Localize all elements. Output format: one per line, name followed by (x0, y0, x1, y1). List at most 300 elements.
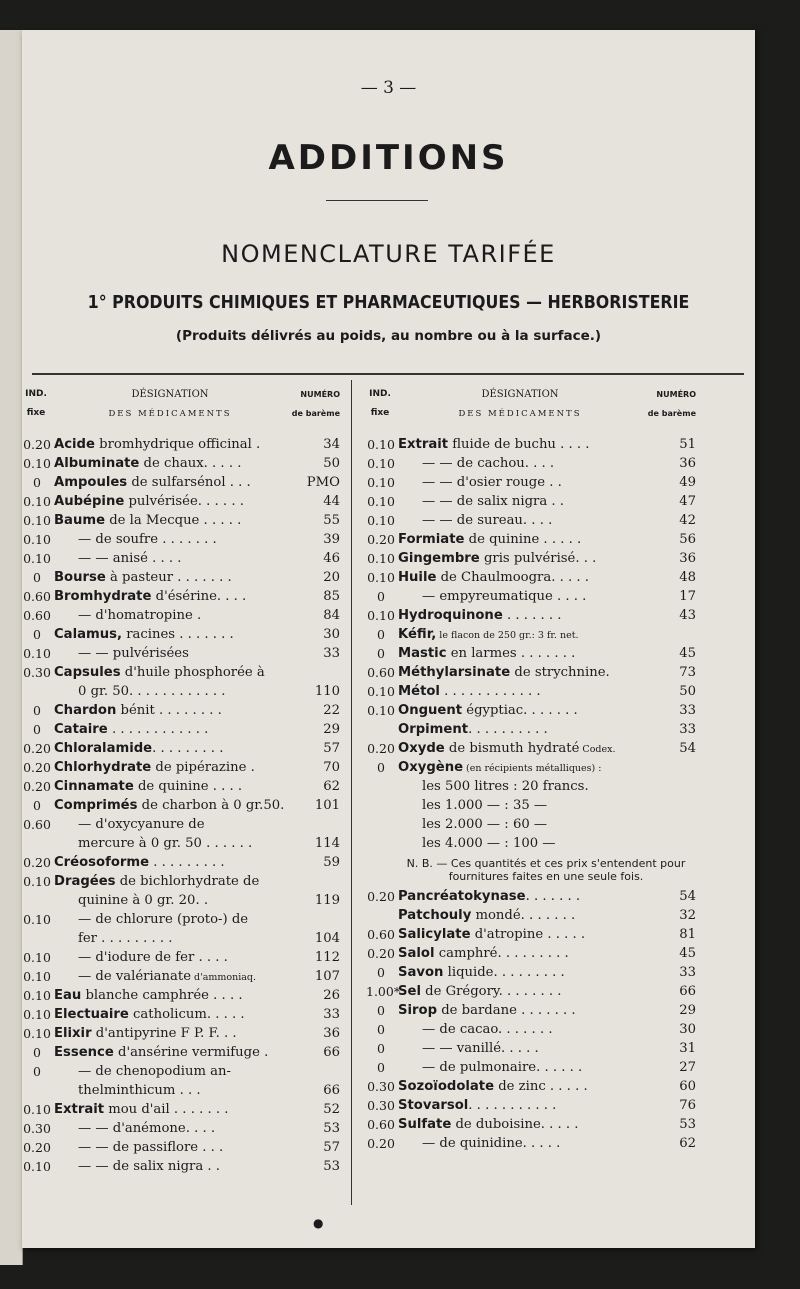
table-row (366, 1134, 696, 1153)
table-row (366, 625, 696, 644)
table-row (366, 925, 696, 944)
bareme-number: 66 (323, 1045, 340, 1060)
bareme-number: 17 (679, 589, 696, 604)
designation-text: — d'iodure de fer . . . . (78, 950, 228, 965)
bareme-number: 62 (679, 1136, 696, 1151)
designation-text: bromhydrique officinal . (94, 437, 261, 452)
designation-text: bénit . . . . . . . . (116, 703, 222, 718)
designation-text: de Grégory. . . . . . . . (420, 984, 562, 999)
price-cell: 0.10 (23, 950, 51, 965)
bareme-number: 57 (323, 741, 340, 756)
designation-text: de quinine . . . . (133, 779, 243, 794)
designation-cell (398, 758, 696, 778)
bareme-number: 36 (323, 1026, 340, 1041)
designation-cell (398, 587, 696, 606)
designation-cell (398, 777, 696, 796)
medication-name: Méthylarsinate (398, 665, 511, 680)
bareme-number: 33 (679, 703, 696, 718)
price-cell: 0 (33, 1064, 41, 1079)
medication-name: Salol (398, 946, 435, 961)
bareme-number: 101 (314, 798, 340, 813)
designation-cell (54, 1157, 340, 1176)
designation-cell (398, 815, 696, 834)
designation-text: les 2.000 — : 60 — (422, 817, 548, 832)
price-cell: 0.10 (23, 494, 51, 509)
designation-cell (398, 982, 696, 1001)
medication-name: Patchouly (398, 908, 472, 923)
designation-text: fluide de buchu . . . . (448, 437, 590, 452)
bareme-number: 20 (323, 570, 340, 585)
price-cell: 0 (377, 1060, 385, 1075)
designation-text: — — vanillé. . . . . (422, 1041, 539, 1056)
table-row (22, 454, 340, 473)
bareme-number: 85 (323, 589, 340, 604)
designation-cell (54, 625, 340, 644)
table-row (366, 568, 696, 587)
bareme-number: 34 (323, 437, 340, 452)
designation-cell (54, 948, 340, 967)
designation-text: — de pulmonaire. . . . . . (422, 1060, 583, 1075)
medication-name: Gingembre (398, 551, 480, 566)
table-row (366, 587, 696, 606)
small-note: (en récipients métalliques) : (463, 763, 602, 774)
designation-text: les 500 litres : 20 francs. (422, 779, 589, 794)
price-cell: 0.20 (23, 779, 51, 794)
table-row (22, 511, 340, 530)
designation-text: les 1.000 — : 35 — (422, 798, 548, 813)
section-note: (Produits délivrés au poids, au nombre ou à la surface.) (175, 328, 602, 344)
price-cell: 0.10 (23, 1026, 51, 1041)
table-row (22, 891, 340, 910)
designation-cell (398, 511, 696, 530)
price-cell: 0.10 (23, 1159, 51, 1174)
bareme-number: 54 (679, 889, 696, 904)
price-cell: 0.10 (23, 456, 51, 471)
designation-text: de bardane . . . . . . . (437, 1003, 576, 1018)
title-rule (326, 200, 428, 201)
designation-cell (54, 511, 340, 530)
table-row (366, 435, 696, 454)
designation-text: — — anisé . . . . (78, 551, 182, 566)
designation-text: . . . . . . . . . . . . (439, 684, 541, 699)
price-cell: 0.10 (23, 912, 51, 927)
table-row (22, 986, 340, 1005)
medication-name: Salicylate (398, 927, 471, 942)
designation-cell (54, 986, 340, 1005)
designation-cell (398, 1001, 696, 1020)
medication-name: Kéfir, (398, 627, 437, 642)
designation-text: . . . . . . . . . (149, 855, 225, 870)
designation-cell (54, 1119, 340, 1138)
price-cell: 0 (33, 627, 41, 642)
designation-text: . . . . . . . . . . (468, 722, 548, 737)
bareme-number: 47 (679, 494, 696, 509)
designation-text: en larmes . . . . . . . (446, 646, 576, 661)
designation-text: de strychnine. (510, 665, 610, 680)
medication-name: Ampoules (54, 475, 128, 490)
bareme-number: 32 (679, 908, 696, 923)
bareme-number: 119 (314, 893, 340, 908)
designation-text: de sulfarsénol . . . (127, 475, 251, 490)
price-cell: 0.60 (23, 589, 51, 604)
medication-name: Mastic (398, 646, 447, 661)
price-cell: 0.10 (367, 551, 395, 566)
price-cell: 0.20 (23, 1140, 51, 1155)
table-row (22, 1119, 340, 1138)
designation-cell (54, 682, 340, 701)
right-column (366, 385, 696, 1153)
designation-cell (398, 435, 696, 454)
table-row (366, 511, 696, 530)
medication-name: Pancréatokynase (398, 889, 526, 904)
designation-cell (398, 1115, 696, 1134)
bareme-number: 66 (323, 1083, 340, 1098)
price-cell: 0.10 (367, 437, 395, 452)
table-row (22, 1138, 340, 1157)
bareme-number: 36 (679, 551, 696, 566)
designation-cell (398, 1077, 696, 1096)
table-row (22, 872, 340, 891)
medication-name: Créosoforme (54, 855, 150, 870)
medication-name: Sel (398, 984, 421, 999)
designation-cell (398, 796, 696, 815)
designation-cell (398, 473, 696, 492)
right-rows (366, 435, 696, 853)
table-row (366, 982, 696, 1001)
bareme-number: 46 (323, 551, 340, 566)
designation-text: de la Mecque . . . . . (105, 513, 242, 528)
designation-text: . . . . . . . . . . . (468, 1098, 557, 1113)
price-cell: 0 (377, 1003, 385, 1018)
table-row (22, 1062, 340, 1081)
designation-cell (54, 530, 340, 549)
bareme-number: 30 (679, 1022, 696, 1037)
price-cell: 0 (33, 722, 41, 737)
designation-cell (398, 644, 696, 663)
medication-name: Onguent (398, 703, 463, 718)
price-cell: 0 (377, 1022, 385, 1037)
designation-cell (398, 568, 696, 587)
bareme-number: 76 (679, 1098, 696, 1113)
bareme-number: 49 (679, 475, 696, 490)
designation-cell (398, 963, 696, 982)
bareme-number: 33 (679, 965, 696, 980)
right-column-header (366, 385, 696, 435)
bareme-number: 81 (679, 927, 696, 942)
designation-text: — — de salix nigra . . (78, 1159, 220, 1174)
designation-text: catholicum. . . . . (128, 1007, 245, 1022)
bareme-number: 114 (314, 836, 340, 851)
designation-header: DÉSIGNATION DES MÉDICAMENTS (108, 389, 232, 419)
medication-name: Sulfate (398, 1117, 452, 1132)
table-row (22, 568, 340, 587)
medication-name: Baume (54, 513, 106, 528)
designation-cell (398, 925, 696, 944)
designation-text: . . . . . . . (525, 889, 581, 904)
designation-text: fer . . . . . . . . . (78, 931, 173, 946)
designation-cell (398, 906, 696, 925)
price-cell: 0.30 (367, 1079, 395, 1094)
price-cell: 0.10 (367, 494, 395, 509)
designation-cell (54, 891, 340, 910)
price-cell: 0.20 (23, 437, 51, 452)
designation-text: mou d'ail . . . . . . . (104, 1102, 229, 1117)
bareme-number: 73 (679, 665, 696, 680)
left-rows (22, 435, 340, 1176)
table-row (366, 777, 696, 796)
table-row (22, 587, 340, 606)
bareme-number: 33 (323, 646, 340, 661)
price-cell: 0.10 (23, 969, 51, 984)
designation-text: — de chlorure (proto-) de (78, 912, 249, 927)
bareme-number: 57 (323, 1140, 340, 1155)
designation-cell (398, 1096, 696, 1115)
bareme-number: 31 (679, 1041, 696, 1056)
medication-name: Essence (54, 1045, 114, 1060)
table-row (22, 834, 340, 853)
table-row (22, 435, 340, 454)
designation-cell (54, 492, 340, 511)
table-row (22, 967, 340, 986)
medication-name: Extrait (398, 437, 449, 452)
designation-text: à pasteur . . . . . . . (105, 570, 232, 585)
designation-cell (398, 887, 696, 906)
designation-cell (54, 872, 340, 891)
price-cell: 0.60 (367, 1117, 395, 1132)
price-cell: 0.10 (23, 513, 51, 528)
price-cell: 0.10 (367, 456, 395, 471)
bareme-number: 56 (679, 532, 696, 547)
designation-cell (398, 944, 696, 963)
price-cell: 0.10 (23, 551, 51, 566)
table-row (366, 1058, 696, 1077)
designation-text: camphré. . . . . . . . . (434, 946, 569, 961)
medication-name: Comprimés (54, 798, 138, 813)
designation-cell (398, 625, 696, 645)
designation-text: pulvérisée. . . . . . (124, 494, 244, 509)
table-row (22, 777, 340, 796)
designation-cell (54, 568, 340, 587)
designation-text: — — de cachou. . . . (422, 456, 555, 471)
right-rows-continued (366, 887, 696, 1153)
bareme-number: 44 (323, 494, 340, 509)
bareme-number: 60 (679, 1079, 696, 1094)
designation-cell (398, 1020, 696, 1039)
medication-name: Métol (398, 684, 440, 699)
designation-header: DÉSIGNATION DES MÉDICAMENTS (458, 389, 582, 419)
price-cell: 0 (33, 798, 41, 813)
designation-cell (54, 606, 340, 625)
bareme-number: 29 (323, 722, 340, 737)
designation-cell (398, 701, 696, 720)
price-cell: 0.30 (23, 665, 51, 680)
price-cell: 0.20 (367, 1136, 395, 1151)
designation-text: gris pulvérisé. . . (479, 551, 597, 566)
medication-name: Orpiment (398, 722, 469, 737)
table-row (22, 530, 340, 549)
price-cell: 0.10 (367, 513, 395, 528)
designation-text: . . . . . . . . . (152, 741, 224, 756)
table-row (22, 796, 340, 815)
table-row (366, 682, 696, 701)
designation-text: d'atropine . . . . . (470, 927, 586, 942)
medication-name: Stovarsol (398, 1098, 469, 1113)
designation-text: — — d'osier rouge . . (422, 475, 562, 490)
table-top-rule (32, 373, 744, 375)
medication-name: Eau (54, 988, 82, 1003)
table-row (366, 944, 696, 963)
medication-name: Sozoïodolate (398, 1079, 495, 1094)
table-row (366, 720, 696, 739)
table-row (366, 549, 696, 568)
price-cell: 0.10 (367, 703, 395, 718)
price-cell: 0 (377, 965, 385, 980)
price-cell: 0.10 (23, 874, 51, 889)
price-cell: 1.00* (366, 984, 401, 999)
designation-cell (398, 1058, 696, 1077)
price-cell: 0.60 (23, 608, 51, 623)
price-cell: 0.60 (23, 817, 51, 832)
designation-cell (54, 758, 340, 777)
bareme-number: 45 (679, 946, 696, 961)
bareme-number: 104 (314, 931, 340, 946)
bareme-number: 43 (679, 608, 696, 623)
designation-cell (54, 720, 340, 739)
medication-name: Cataire (54, 722, 108, 737)
bareme-number: 51 (679, 437, 696, 452)
designation-text: blanche camphrée . . . . (81, 988, 243, 1003)
medication-name: Bourse (54, 570, 106, 585)
table-row (366, 906, 696, 925)
table-row (22, 720, 340, 739)
designation-cell (54, 1138, 340, 1157)
table-row (22, 739, 340, 758)
designation-text: mercure à 0 gr. 50 . . . . . . (78, 836, 253, 851)
designation-text: — de chenopodium an- (78, 1064, 231, 1079)
table-row (22, 606, 340, 625)
medication-name: Extrait (54, 1102, 105, 1117)
table-row (366, 492, 696, 511)
designation-text: — de quinidine. . . . . (422, 1136, 561, 1151)
designation-text: thelminthicum . . . (78, 1083, 201, 1098)
bareme-number: 59 (323, 855, 340, 870)
table-row (366, 834, 696, 853)
designation-cell (398, 549, 696, 568)
table-row (366, 473, 696, 492)
designation-text: — — de salix nigra . . (422, 494, 564, 509)
designation-text: — d'oxycyanure de (78, 817, 205, 832)
price-cell: 0.10 (367, 684, 395, 699)
bareme-number: 53 (323, 1121, 340, 1136)
table-row (366, 1039, 696, 1058)
medication-name: Chloralamide (54, 741, 153, 756)
price-cell: 0.20 (367, 741, 395, 756)
price-cell: 0.20 (367, 889, 395, 904)
medication-name: Hydroquinone (398, 608, 503, 623)
table-row (366, 644, 696, 663)
bareme-number: 53 (323, 1159, 340, 1174)
bareme-number: 42 (679, 513, 696, 528)
designation-cell (54, 739, 340, 758)
designation-text: 0 gr. 50. . . . . . . . . . . . (78, 684, 226, 699)
bareme-number: 52 (323, 1102, 340, 1117)
table-row (22, 549, 340, 568)
designation-cell (54, 1100, 340, 1119)
bareme-number: 27 (679, 1060, 696, 1075)
table-row (366, 758, 696, 777)
table-row (22, 1043, 340, 1062)
price-cell: 0 (377, 760, 385, 775)
price-cell: 0.10 (23, 988, 51, 1003)
table-row (366, 796, 696, 815)
bareme-number: 39 (323, 532, 340, 547)
designation-cell (398, 720, 696, 739)
designation-cell (54, 701, 340, 720)
left-column (22, 385, 340, 1176)
bareme-number: 66 (679, 984, 696, 999)
price-cell: 0.10 (367, 570, 395, 585)
price-cell: 0.10 (367, 475, 395, 490)
table-row (22, 682, 340, 701)
designation-cell (54, 853, 340, 872)
price-cell: 0.10 (23, 532, 51, 547)
price-cell: 0.20 (23, 855, 51, 870)
designation-text: d'huile phosphorée à (120, 665, 265, 680)
table-row (22, 644, 340, 663)
nb-note: N. B. — Ces quantités et ces prix s'entendent pour fournitures faites en une seule fois. (406, 857, 686, 883)
designation-cell (54, 796, 340, 815)
medication-name: Savon (398, 965, 444, 980)
table-row (22, 701, 340, 720)
designation-cell (54, 834, 340, 853)
designation-text: d'ésérine. . . . (151, 589, 247, 604)
price-cell: 0.20 (367, 532, 395, 547)
table-row (22, 929, 340, 948)
designation-text: — — de passiflore . . . (78, 1140, 224, 1155)
price-cell: 0.10 (23, 1102, 51, 1117)
medication-name: Bromhydrate (54, 589, 152, 604)
designation-text: égyptiac. . . . . . . (462, 703, 578, 718)
table-row (22, 758, 340, 777)
table-row (22, 853, 340, 872)
table-row (366, 663, 696, 682)
medication-name: Chardon (54, 703, 117, 718)
table-row (366, 815, 696, 834)
document-page (22, 30, 755, 1248)
price-cell: 0 (377, 646, 385, 661)
table-row (366, 1077, 696, 1096)
price-cell: 0.60 (367, 665, 395, 680)
table-row (366, 887, 696, 906)
table-row (366, 1115, 696, 1134)
medication-name: Cinnamate (54, 779, 134, 794)
medication-name: Oxygène (398, 760, 464, 775)
left-column-header (22, 385, 340, 435)
designation-cell (398, 682, 696, 701)
designation-cell (54, 815, 340, 834)
designation-cell (398, 606, 696, 625)
medication-name: Elixir (54, 1026, 92, 1041)
designation-text: — de cacao. . . . . . . (422, 1022, 553, 1037)
table-row (366, 1096, 696, 1115)
bareme-number: 22 (323, 703, 340, 718)
table-row (366, 1020, 696, 1039)
bareme-number: 112 (314, 950, 340, 965)
designation-text: de quinine . . . . . (464, 532, 582, 547)
designation-cell (398, 1039, 696, 1058)
bareme-number: 110 (314, 684, 340, 699)
designation-text: de bichlorhydrate de (115, 874, 260, 889)
